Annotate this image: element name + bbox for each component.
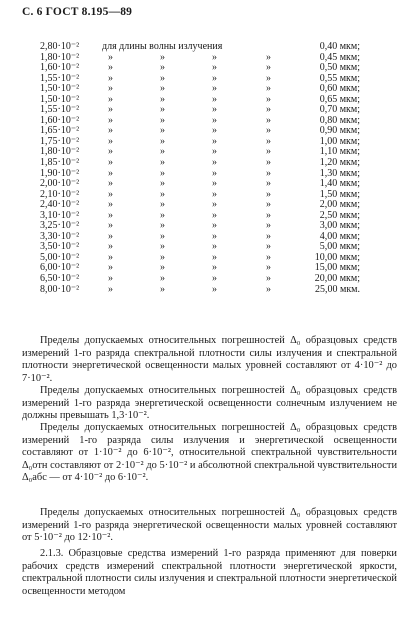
ditto-mark: »	[266, 135, 271, 147]
wavelength-value: 1,00 мкм;	[319, 135, 360, 147]
ditto-mark: »	[266, 199, 271, 211]
ditto-mark: »	[266, 251, 271, 263]
wavelength-value: 0,55 мкм;	[319, 72, 360, 84]
ditto-mark: »	[108, 114, 113, 126]
ditto-mark: »	[108, 146, 113, 158]
paragraph-2	[22, 385, 397, 423]
ditto-mark: »	[266, 114, 271, 126]
ditto-mark: »	[108, 251, 113, 263]
coefficient-value: 2,80·10⁻²	[40, 41, 80, 52]
ditto-mark: »	[266, 178, 271, 190]
coefficient-value: 6,50·10⁻²	[40, 273, 80, 285]
paragraph-text: Пределы допускаемых относительных погрешностей Δ₀ образцовых средств измерений 1-го разряда энергетической освещенности солнечным излучением не должны превышать 1,3·10⁻².	[22, 385, 397, 422]
wavelength-value: 3,00 мкм;	[319, 220, 360, 232]
ditto-mark: »	[212, 241, 217, 253]
ditto-mark: »	[266, 262, 271, 274]
paragraph-3	[22, 422, 397, 485]
coefficient-value: 2,10·10⁻²	[40, 188, 80, 200]
ditto-mark: »	[108, 209, 113, 221]
coefficient-value: 6,00·10⁻²	[40, 262, 80, 274]
ditto-mark: »	[108, 125, 113, 137]
ditto-mark: »	[108, 62, 113, 74]
row-description: для длины волны излучения	[102, 41, 223, 52]
ditto-mark: »	[212, 146, 217, 158]
coefficient-value: 2,00·10⁻²	[40, 178, 80, 190]
wavelength-value: 25,00 мкм.	[314, 283, 360, 295]
ditto-mark: »	[160, 178, 165, 190]
ditto-mark: »	[212, 157, 217, 169]
ditto-mark: »	[266, 157, 271, 169]
ditto-mark: »	[160, 273, 165, 285]
coefficient-value: 1,85·10⁻²	[40, 157, 80, 169]
wavelength-value: 1,40 мкм;	[319, 178, 360, 190]
ditto-mark: »	[266, 146, 271, 158]
ditto-mark: »	[108, 230, 113, 242]
ditto-mark: »	[108, 241, 113, 253]
ditto-mark: »	[160, 167, 165, 179]
ditto-mark: »	[212, 93, 217, 105]
ditto-mark: »	[160, 283, 165, 295]
wavelength-value: 20,00 мкм;	[314, 273, 360, 285]
ditto-mark: »	[212, 125, 217, 137]
ditto-mark: »	[266, 283, 271, 295]
ditto-mark: »	[108, 104, 113, 116]
ditto-mark: »	[160, 125, 165, 137]
wavelength-value: 15,00 мкм;	[314, 262, 360, 274]
ditto-mark: »	[212, 283, 217, 295]
ditto-mark: »	[160, 188, 165, 200]
ditto-mark: »	[212, 273, 217, 285]
paragraph-text: Пределы допускаемых относительных погрешностей Δ₀ образцовых средств измерений 1-го разряда силы излучения и энергетической освещенности составляют от 1·10⁻² до 6·10⁻², относительной спектральной чувствительности Δ₀отн составляют от 2·10⁻² до 5·10⁻² и абсолютной спектральной чувствительности Δ₀абс — от 4·10⁻² до 6·10⁻².	[22, 422, 397, 484]
ditto-mark: »	[108, 199, 113, 211]
coefficient-value: 2,40·10⁻²	[40, 199, 80, 211]
ditto-mark: »	[108, 83, 113, 95]
wavelength-value: 2,00 мкм;	[319, 199, 360, 211]
ditto-mark: »	[108, 178, 113, 190]
paragraph-text: 2.1.3. Образцовые средства измерений 1-го разряда применяют для поверки рабочих средств измерений спектральной плотности энергетической яркости, спектральной плотности силы излучения и спектральной плотности энергетической освещенности методом	[22, 548, 397, 597]
coefficient-value: 1,80·10⁻²	[40, 146, 80, 158]
ditto-mark: »	[266, 93, 271, 105]
wavelength-value: 1,20 мкм;	[319, 157, 360, 169]
ditto-mark: »	[160, 230, 165, 242]
ditto-mark: »	[160, 251, 165, 263]
wavelength-value: 10,00 мкм;	[314, 251, 360, 263]
coefficient-value: 1,55·10⁻²	[40, 104, 80, 116]
ditto-mark: »	[160, 114, 165, 126]
ditto-mark: »	[160, 104, 165, 116]
ditto-mark: »	[266, 273, 271, 285]
wavelength-value: 0,70 мкм;	[319, 104, 360, 116]
wavelength-table	[40, 42, 390, 295]
ditto-mark: »	[160, 209, 165, 221]
ditto-mark: »	[108, 188, 113, 200]
ditto-mark: »	[212, 178, 217, 190]
ditto-mark: »	[266, 104, 271, 116]
ditto-mark: »	[160, 262, 165, 274]
paragraph-1	[22, 335, 397, 385]
ditto-mark: »	[266, 230, 271, 242]
ditto-mark: »	[160, 157, 165, 169]
ditto-mark: »	[212, 62, 217, 74]
ditto-mark: »	[160, 72, 165, 84]
ditto-mark: »	[160, 51, 165, 63]
coefficient-value: 1,80·10⁻²	[40, 51, 80, 63]
ditto-mark: »	[212, 209, 217, 221]
ditto-mark: »	[266, 209, 271, 221]
paragraph-text: Пределы допускаемых относительных погрешностей Δ₀ образцовых средств измерений 1-го разряда энергетической освещенности малых уровней составляют от 5·10⁻² до 12·10⁻².	[22, 507, 397, 544]
coefficient-value: 1,50·10⁻²	[40, 93, 80, 105]
coefficient-value: 3,50·10⁻²	[40, 241, 80, 253]
ditto-mark: »	[212, 199, 217, 211]
ditto-mark: »	[212, 167, 217, 179]
wavelength-value: 4,00 мкм;	[319, 230, 360, 242]
ditto-mark: »	[266, 188, 271, 200]
wavelength-value: 0,40 мкм;	[319, 41, 360, 52]
ditto-mark: »	[160, 220, 165, 232]
ditto-mark: »	[212, 114, 217, 126]
ditto-mark: »	[160, 83, 165, 95]
ditto-mark: »	[212, 251, 217, 263]
ditto-mark: »	[212, 104, 217, 116]
page-header: С. 6 ГОСТ 8.195—89	[22, 6, 133, 18]
ditto-mark: »	[108, 72, 113, 84]
ditto-mark: »	[108, 157, 113, 169]
paragraph-text: Пределы допускаемых относительных погрешностей Δ₀ образцовых средств измерений 1-го разряда спектральной плотности силы излучения и спектральной плотности энергетической освещенности малых уровней составляют от 4·10⁻² до 7·10⁻².	[22, 335, 397, 384]
table-row	[40, 158, 390, 169]
wavelength-value: 1,50 мкм;	[319, 188, 360, 200]
ditto-mark: »	[212, 188, 217, 200]
ditto-mark: »	[266, 83, 271, 95]
ditto-mark: »	[266, 51, 271, 63]
ditto-mark: »	[212, 51, 217, 63]
coefficient-value: 1,55·10⁻²	[40, 72, 80, 84]
ditto-mark: »	[108, 167, 113, 179]
ditto-mark: »	[160, 62, 165, 74]
ditto-mark: »	[266, 125, 271, 137]
ditto-mark: »	[108, 283, 113, 295]
wavelength-value: 1,30 мкм;	[319, 167, 360, 179]
wavelength-value: 0,65 мкм;	[319, 93, 360, 105]
ditto-mark: »	[212, 135, 217, 147]
wavelength-value: 0,80 мкм;	[319, 114, 360, 126]
ditto-mark: »	[108, 220, 113, 232]
ditto-mark: »	[108, 262, 113, 274]
table-row	[40, 42, 390, 53]
coefficient-value: 3,30·10⁻²	[40, 230, 80, 242]
wavelength-value: 0,50 мкм;	[319, 62, 360, 74]
ditto-mark: »	[108, 51, 113, 63]
ditto-mark: »	[266, 167, 271, 179]
coefficient-value: 3,10·10⁻²	[40, 209, 80, 221]
coefficient-value: 1,60·10⁻²	[40, 114, 80, 126]
ditto-mark: »	[266, 241, 271, 253]
ditto-mark: »	[108, 135, 113, 147]
coefficient-value: 1,60·10⁻²	[40, 62, 80, 74]
ditto-mark: »	[160, 146, 165, 158]
wavelength-value: 0,90 мкм;	[319, 125, 360, 137]
coefficient-value: 5,00·10⁻²	[40, 251, 80, 263]
ditto-mark: »	[266, 220, 271, 232]
ditto-mark: »	[212, 72, 217, 84]
table-row	[40, 285, 390, 296]
paragraph-5	[22, 548, 397, 598]
coefficient-value: 8,00·10⁻²	[40, 283, 80, 295]
coefficient-value: 1,90·10⁻²	[40, 167, 80, 179]
table-row	[40, 274, 390, 285]
coefficient-value: 1,75·10⁻²	[40, 135, 80, 147]
ditto-mark: »	[266, 72, 271, 84]
ditto-mark: »	[212, 262, 217, 274]
ditto-mark: »	[108, 93, 113, 105]
ditto-mark: »	[160, 199, 165, 211]
wavelength-value: 2,50 мкм;	[319, 209, 360, 221]
ditto-mark: »	[212, 220, 217, 232]
wavelength-value: 5,00 мкм;	[319, 241, 360, 253]
ditto-mark: »	[160, 135, 165, 147]
ditto-mark: »	[160, 93, 165, 105]
ditto-mark: »	[212, 83, 217, 95]
paragraph-4	[22, 507, 397, 545]
ditto-mark: »	[212, 230, 217, 242]
ditto-mark: »	[266, 62, 271, 74]
wavelength-value: 0,45 мкм;	[319, 51, 360, 63]
ditto-mark: »	[108, 273, 113, 285]
wavelength-value: 1,10 мкм;	[319, 146, 360, 158]
coefficient-value: 1,50·10⁻²	[40, 83, 80, 95]
wavelength-value: 0,60 мкм;	[319, 83, 360, 95]
coefficient-value: 3,25·10⁻²	[40, 220, 80, 232]
coefficient-value: 1,65·10⁻²	[40, 125, 80, 137]
ditto-mark: »	[160, 241, 165, 253]
